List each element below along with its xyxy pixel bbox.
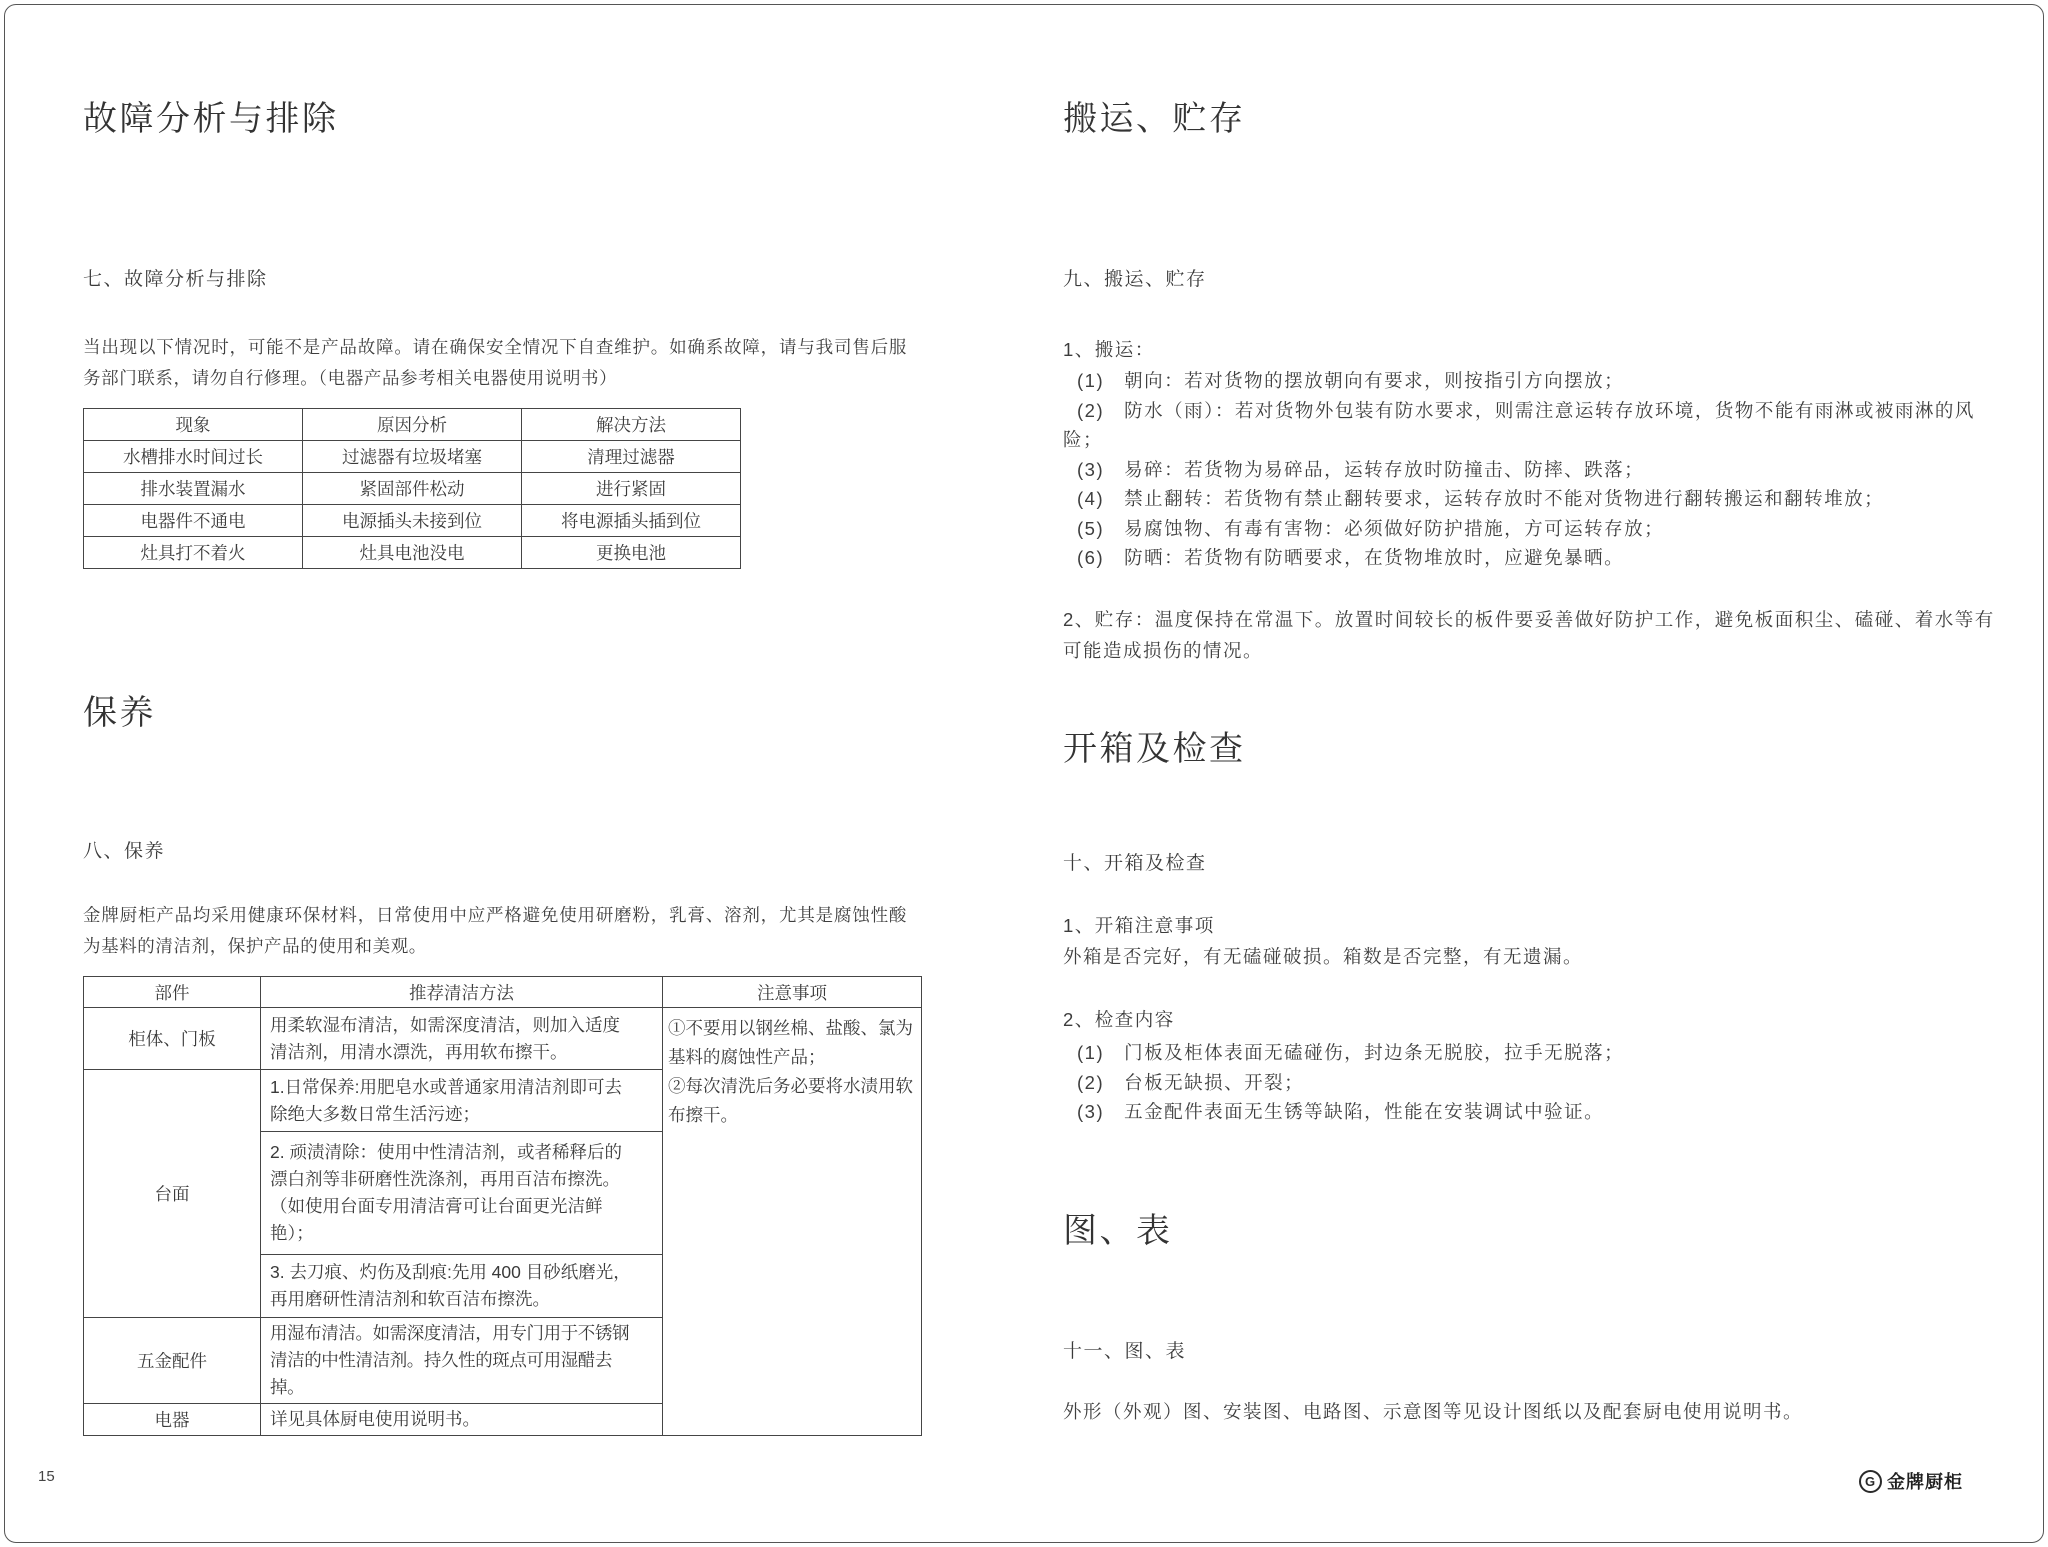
header-phenomenon: 现象 <box>84 409 303 441</box>
notes-cell <box>663 1008 922 1436</box>
list-item: (2) 台板无缺损、开裂； <box>1077 1071 1305 1093</box>
transport-move-heading: 1、搬运： <box>1063 339 1155 360</box>
brand-logo <box>1859 1468 1963 1494</box>
hardware-method: 用湿布清洁。如需深度清洁，用专门用于不锈钢清洁的中性清洁剂。持久性的斑点可用湿醋去掉。 <box>261 1318 663 1404</box>
transport-title: 搬运、贮存 <box>1063 100 1246 138</box>
maintenance-title: 保养 <box>83 694 156 732</box>
header-method: 推荐清洁方法 <box>261 977 663 1008</box>
cell: 灶具打不着火 <box>84 537 303 569</box>
countertop-method-2: 2. 顽渍清除：使用中性清洁剂，或者稀释后的漂白剂等非研磨性洗涤剂，再用百洁布擦洗。（如使用台面专用清洁膏可让台面更光洁鲜艳）； <box>261 1132 663 1255</box>
troubleshooting-intro: 当出现以下情况时，可能不是产品故障。请在确保安全情况下自查维护。如确系故障，请与我司售后服务部门联系，请勿自行修理。（电器产品参考相关电器使用说明书） <box>83 337 907 388</box>
transport-move-list <box>1063 366 1995 573</box>
maintenance-table <box>83 976 922 1436</box>
figures-title: 图、表 <box>1063 1212 1173 1250</box>
table-row <box>84 505 741 537</box>
table-row <box>84 537 741 569</box>
transport-subtitle: 九、搬运、贮存 <box>1063 269 1207 290</box>
right-column <box>1063 0 1995 1547</box>
cell: 水槽排水时间过长 <box>84 441 303 473</box>
table-row-cabinet <box>84 1008 922 1070</box>
cell: 将电源插头插到位 <box>522 505 741 537</box>
header-solution: 解决方法 <box>522 409 741 441</box>
list-item: (5) 易腐蚀物、有毒有害物：必须做好防护措施，方可运转存放； <box>1077 517 1665 539</box>
troubleshooting-title: 故障分析与排除 <box>83 100 339 138</box>
header-part: 部件 <box>84 977 261 1008</box>
list-item: (3) 易碎：若货物为易碎品，运转存放时防撞击、防摔、跌落； <box>1077 458 1645 480</box>
maintenance-intro: 金牌厨柜产品均采用健康环保材料，日常使用中应严格避免使用研磨粉，乳膏、溶剂，尤其是腐蚀性酸为基料的清洁剂，保护产品的使用和美观。 <box>83 905 907 956</box>
troubleshooting-table <box>83 408 741 569</box>
maintenance-subtitle: 八、保养 <box>83 841 166 862</box>
cell: 更换电池 <box>522 537 741 569</box>
left-column <box>83 0 923 1547</box>
unboxing-check-list <box>1063 1038 1995 1127</box>
unboxing-check-heading: 2、检查内容 <box>1063 1009 1175 1030</box>
list-item: (4) 禁止翻转：若货物有禁止翻转要求，运转存放时不能对货物进行翻转搬运和翻转堆放； <box>1077 488 1885 509</box>
cell: 排水装置漏水 <box>84 473 303 505</box>
appliance-label: 电器 <box>84 1404 261 1436</box>
unboxing-subtitle: 十、开箱及检查 <box>1063 853 1207 874</box>
countertop-method-3: 3. 去刀痕、灼伤及刮痕:先用 400 目砂纸磨光，再用磨研性清洁剂和软百洁布擦洗。 <box>261 1255 663 1318</box>
cabinet-label: 柜体、门板 <box>84 1008 261 1070</box>
appliance-method: 详见具体厨电使用说明书。 <box>261 1404 663 1436</box>
list-item: (1) 门板及柜体表面无磕碰伤，封边条无脱胶，拉手无脱落； <box>1077 1042 1625 1063</box>
brand-name: 金牌厨柜 <box>1887 1472 1963 1492</box>
transport-storage-text: 2、贮存：温度保持在常温下。放置时间较长的板件要妥善做好防护工作，避免板面积尘、磕碰、着水等有可能造成损伤的情况。 <box>1063 609 1995 661</box>
unboxing-note-text: 外箱是否完好，有无磕碰破损。箱数是否完整，有无遗漏。 <box>1063 946 1584 967</box>
unboxing-title: 开箱及检查 <box>1063 730 1246 768</box>
table-header-row <box>84 409 741 441</box>
figures-text: 外形（外观）图、安装图、电路图、示意图等见设计图纸以及配套厨电使用说明书。 <box>1063 1401 1804 1422</box>
cell: 电器件不通电 <box>84 505 303 537</box>
note-item: ②每次清洗后务必要将水渍用软布擦干。 <box>668 1076 913 1125</box>
unboxing-note-heading: 1、开箱注意事项 <box>1063 915 1215 936</box>
header-cause: 原因分析 <box>303 409 522 441</box>
figures-subtitle: 十一、图、表 <box>1063 1341 1187 1362</box>
countertop-method-1: 1.日常保养:用肥皂水或普通家用清洁剂即可去除绝大多数日常生活污迹； <box>261 1070 663 1132</box>
cell: 电源插头未接到位 <box>303 505 522 537</box>
page-number: 15 <box>38 1468 55 1485</box>
cabinet-method: 用柔软湿布清洁，如需深度清洁，则加入适度清洁剂，用清水漂洗，再用软布擦干。 <box>261 1008 663 1070</box>
countertop-label: 台面 <box>84 1070 261 1318</box>
table-header-row <box>84 977 922 1008</box>
list-item: (1) 朝向：若对货物的摆放朝向有要求，则按指引方向摆放； <box>1077 370 1625 391</box>
list-item: (6) 防晒：若货物有防晒要求，在货物堆放时，应避免暴晒。 <box>1077 547 1625 568</box>
table-row <box>84 441 741 473</box>
cell: 灶具电池没电 <box>303 537 522 569</box>
list-item: (3) 五金配件表面无生锈等缺陷，性能在安装调试中验证。 <box>1077 1101 1605 1122</box>
cell: 进行紧固 <box>522 473 741 505</box>
header-notes: 注意事项 <box>663 977 922 1008</box>
brand-g-icon: G <box>1859 1470 1882 1493</box>
cell: 过滤器有垃圾堵塞 <box>303 441 522 473</box>
cell: 清理过滤器 <box>522 441 741 473</box>
hardware-label: 五金配件 <box>84 1318 261 1404</box>
note-item: ①不要用以钢丝棉、盐酸、氯为基料的腐蚀性产品； <box>668 1018 913 1067</box>
troubleshooting-subtitle: 七、故障分析与排除 <box>83 269 268 290</box>
table-row <box>84 473 741 505</box>
cell: 紧固部件松动 <box>303 473 522 505</box>
list-item: (2) 防水（雨）：若对货物外包装有防水要求，则需注意运转存放环境，货物不能有雨淋或被雨淋的风险； <box>1063 399 1975 450</box>
